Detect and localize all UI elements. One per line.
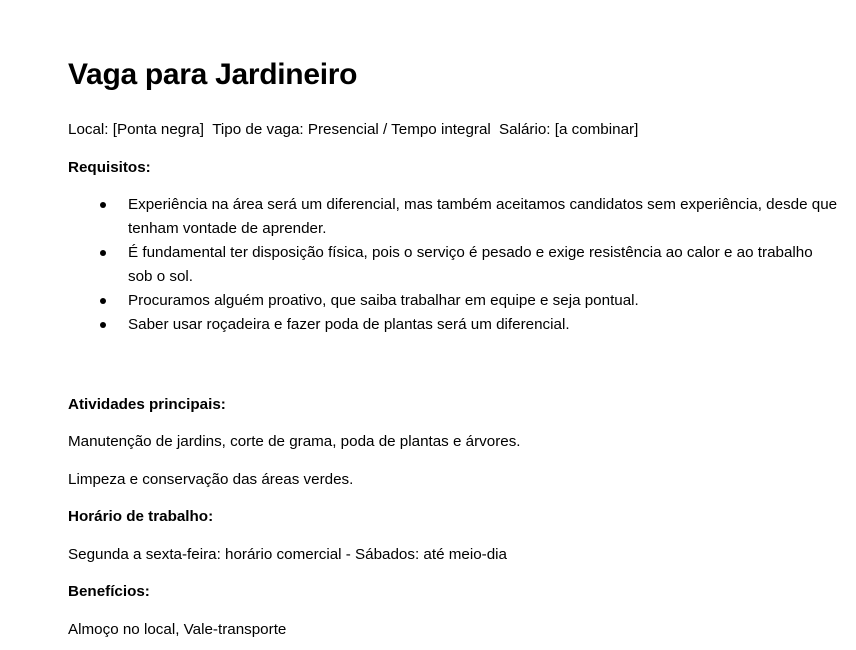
list-item	[68, 241, 838, 289]
list-item	[68, 313, 838, 337]
bullet-icon	[100, 298, 106, 304]
requirement-text: Experiência na área será um diferencial, mas também aceitamos candidatos sem experiência, desde que tenham vontade de aprender.	[128, 196, 838, 237]
meta-job-type: Tipo de vaga: Presencial / Tempo integral	[212, 121, 491, 138]
meta-salary: Salário: [a combinar]	[499, 121, 639, 138]
requirement-text: Procuramos alguém proativo, que saiba trabalhar em equipe e seja pontual.	[128, 292, 639, 309]
bullet-icon	[100, 250, 106, 256]
activities-heading: Atividades principais:	[68, 396, 226, 413]
meta-location: Local: [Ponta negra]	[68, 121, 204, 138]
schedule-text: Segunda a sexta-feira: horário comercial - Sábados: até meio-dia	[68, 546, 507, 563]
list-item	[68, 289, 838, 313]
list-item	[68, 193, 838, 241]
bullet-icon	[100, 322, 106, 328]
bullet-icon	[100, 202, 106, 208]
activities-line-2: Limpeza e conservação das áreas verdes.	[68, 471, 354, 488]
page-title: Vaga para Jardineiro	[68, 58, 358, 91]
activities-line-1: Manutenção de jardins, corte de grama, poda de plantas e árvores.	[68, 433, 521, 450]
requirement-text: É fundamental ter disposição física, pois o serviço é pesado e exige resistência ao calor e ao trabalho sob o sol.	[128, 244, 813, 285]
requirement-text: Saber usar roçadeira e fazer poda de plantas será um diferencial.	[128, 316, 570, 333]
requirements-list	[68, 193, 838, 337]
benefits-text: Almoço no local, Vale-transporte	[68, 621, 287, 638]
benefits-heading: Benefícios:	[68, 583, 150, 600]
requirements-heading: Requisitos:	[68, 159, 151, 176]
job-meta-line	[68, 118, 638, 142]
schedule-heading: Horário de trabalho:	[68, 508, 214, 525]
